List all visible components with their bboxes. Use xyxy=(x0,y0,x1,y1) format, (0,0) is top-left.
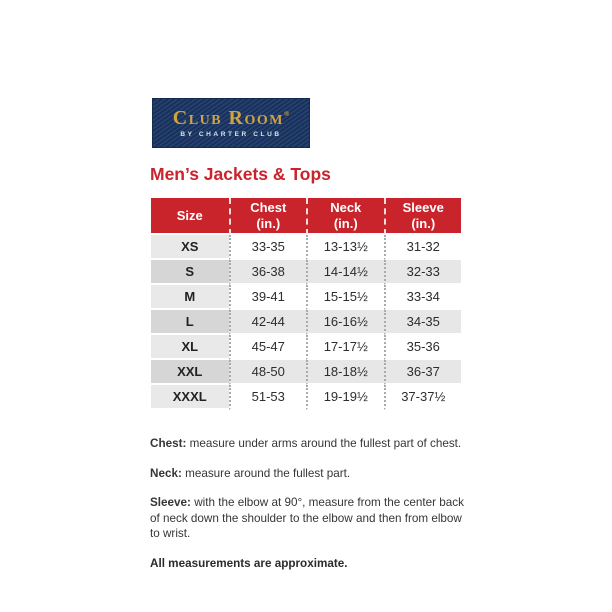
size-cell: XXXL xyxy=(151,385,229,410)
size-cell: M xyxy=(151,285,229,310)
size-cell: S xyxy=(151,260,229,285)
logo-subbrand-text: BY CHARTER CLUB xyxy=(180,131,282,138)
column-header-chest xyxy=(229,198,307,235)
column-unit: (in.) xyxy=(333,215,358,231)
column-label: Neck xyxy=(330,199,362,215)
column-unit: (in.) xyxy=(411,215,436,231)
chest-cell: 48-50 xyxy=(229,360,307,385)
club-room-logo xyxy=(152,98,310,148)
neck-cell: 13-13½ xyxy=(306,235,384,260)
size-table xyxy=(151,198,461,410)
sleeve-cell: 31-32 xyxy=(384,235,462,260)
neck-cell: 17-17½ xyxy=(306,335,384,360)
table-header-row xyxy=(151,198,461,235)
note-chest-label: Chest: xyxy=(150,437,187,450)
chest-cell: 42-44 xyxy=(229,310,307,335)
note-neck-text: measure around the fullest part. xyxy=(185,466,351,480)
disclaimer: All measurements are approximate. xyxy=(150,556,348,570)
neck-cell: 19-19½ xyxy=(306,385,384,410)
column-label: Sleeve xyxy=(402,199,444,215)
table-row-l xyxy=(151,310,461,335)
registered-trademark-symbol: ® xyxy=(283,110,290,118)
brand-name: Club Room xyxy=(172,107,284,129)
neck-cell: 18-18½ xyxy=(306,360,384,385)
neck-cell: 15-15½ xyxy=(306,285,384,310)
table-row-m xyxy=(151,285,461,310)
size-cell: XS xyxy=(151,235,229,260)
chest-cell: 51-53 xyxy=(229,385,307,410)
column-header-sleeve xyxy=(384,198,462,235)
size-cell: XXL xyxy=(151,360,229,385)
chest-cell: 39-41 xyxy=(229,285,307,310)
sleeve-cell: 37-37½ xyxy=(384,385,462,410)
table-row-s xyxy=(151,260,461,285)
chest-cell: 36-38 xyxy=(229,260,307,285)
table-row-xxl xyxy=(151,360,461,385)
neck-cell: 16-16½ xyxy=(306,310,384,335)
note-sleeve-label: Sleeve: xyxy=(150,496,191,509)
page-title: Men’s Jackets & Tops xyxy=(150,164,331,184)
sleeve-cell: 34-35 xyxy=(384,310,462,335)
logo-brand-text xyxy=(173,108,289,128)
column-label: Size xyxy=(176,207,203,223)
note-chest xyxy=(150,436,474,452)
note-chest-text: measure under arms around the fullest part of chest. xyxy=(189,437,462,450)
table-row-xl xyxy=(151,335,461,360)
column-unit: (in.) xyxy=(256,215,281,231)
chest-cell: 45-47 xyxy=(229,335,307,360)
sleeve-cell: 35-36 xyxy=(384,335,462,360)
column-label: Chest xyxy=(250,199,287,215)
note-sleeve xyxy=(150,495,474,542)
chest-cell: 33-35 xyxy=(229,235,307,260)
size-cell: L xyxy=(151,310,229,335)
sleeve-cell: 36-37 xyxy=(384,360,462,385)
note-sleeve-text: with the elbow at 90°, measure from the center back of neck down the shoulder to the elbow and then from elbow to wrist. xyxy=(150,496,464,540)
measurement-notes xyxy=(150,436,474,585)
sleeve-cell: 33-34 xyxy=(384,285,462,310)
size-cell: XL xyxy=(151,335,229,360)
table-row-xs xyxy=(151,235,461,260)
column-header-size xyxy=(151,198,229,235)
neck-cell: 14-14½ xyxy=(306,260,384,285)
table-row-xxxl xyxy=(151,385,461,410)
note-neck-label: Neck: xyxy=(150,466,182,480)
column-header-neck xyxy=(306,198,384,235)
sleeve-cell: 32-33 xyxy=(384,260,462,285)
note-neck xyxy=(150,466,474,482)
